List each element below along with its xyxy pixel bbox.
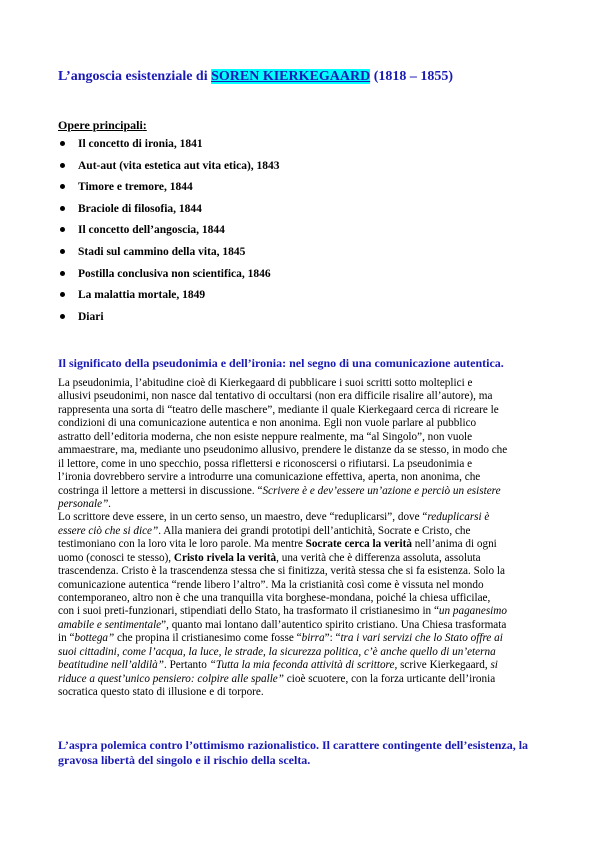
text-run: astratto dell’editoria moderna, che non esiste neppure realmente, ma “al Singolo”, non vuole: [58, 430, 473, 443]
text-run: nell’anima di ogni: [411, 538, 497, 551]
paragraph-line: [58, 485, 542, 498]
paragraph-line: [58, 377, 542, 390]
author-name-highlight[interactable]: SOREN KIERKEGAARD: [211, 69, 371, 84]
text-run: condizioni di una comunicazione autentica e non anonima. Egli non vuole parlare al pubblico: [58, 417, 477, 430]
paragraph-line: [58, 471, 542, 484]
text-run: costringa il lettore a mettersi in discussione. “: [58, 484, 263, 497]
italic-quote: Scrivere è e dev’essere un’azione e perciò un esistere: [262, 484, 501, 497]
list-item: [58, 202, 280, 224]
works-heading-text: Opere principali: [58, 118, 143, 132]
text-run: rappresenta una sorta di “teatro delle maschere”, mediante il quale Kierkegaard cerca di ricreare le: [58, 403, 499, 416]
works-list: [58, 137, 280, 331]
paragraph-line: [58, 605, 542, 618]
paragraph-line: [58, 458, 542, 471]
bullet-icon: [60, 292, 65, 297]
bullet-icon: [60, 271, 65, 276]
text-run: che propina il cristianesimo come fosse “: [114, 632, 302, 645]
list-item: [58, 310, 280, 332]
italic-quote: riduce a quest’unico pensiero: colpire alle spalle”: [58, 672, 284, 685]
paragraph-line: [58, 431, 542, 444]
works-heading-colon: :: [142, 118, 147, 132]
text-run: il lettore, come in uno specchio, possa riflettersi e riconoscersi o rifiutarsi. La pseudonimia e: [58, 457, 473, 470]
text-run: Lo scrittore deve essere, in un certo senso, un maestro, deve “reduplicarsi”, dove “: [58, 511, 428, 524]
paragraph-line: [58, 686, 542, 699]
bullet-icon: [60, 206, 65, 211]
list-item: [58, 245, 280, 267]
paragraph-line: [58, 646, 542, 659]
work-title: Diari: [78, 310, 104, 323]
section-heading-pseudonimia: Il significato della pseudonimia e dell’ironia: nel segno di una comunicazione autentica.: [58, 356, 504, 370]
italic-quote: birra: [301, 632, 325, 645]
italic-quote: si: [490, 659, 498, 672]
work-title: Il concetto di ironia, 1841: [78, 138, 203, 150]
paragraph-line: [58, 552, 542, 565]
paragraph-line: [58, 565, 542, 578]
text-run: testimoniano con la loro vita le loro parole. Ma mentre: [58, 538, 306, 551]
paragraph-line: [58, 525, 542, 538]
paragraph-line: [58, 417, 542, 430]
text-run: . Pertanto: [163, 659, 210, 672]
list-item: [58, 267, 280, 289]
paragraph-line: [58, 592, 542, 605]
italic-quote: un paganesimo: [438, 605, 507, 618]
list-item: [58, 288, 280, 310]
work-title: Il concetto dell’angoscia, 1844: [78, 224, 225, 237]
title-suffix: (1818 – 1855): [370, 69, 454, 84]
text-run: con i suoi preti-funzionari, stipendiati dello Stato, ha trasformato il cristianesimo in “: [58, 605, 439, 618]
paragraph-line: [58, 498, 542, 511]
list-item: [58, 137, 280, 159]
works-heading: [58, 118, 147, 133]
text-run: trascendenza. Cristo è la trascendenza stessa che si finitizza, verità stessa che si fa esistenza. Solo la: [58, 565, 506, 578]
paragraph-line: [58, 390, 542, 403]
text-run: l’ironia dovrebbero servire a introdurre una comunicazione effettiva, aperta, non anonima, che: [58, 471, 481, 484]
list-item: [58, 180, 280, 202]
text-run: socratica questo stato di illusione e di torpore.: [58, 686, 264, 699]
italic-quote: beatitudine nell’aldilà”: [58, 659, 164, 672]
bullet-icon: [60, 184, 65, 189]
paragraph-line: [58, 619, 542, 632]
work-title: Braciole di filosofia, 1844: [78, 202, 202, 215]
text-run: , una verità che è differenza assoluta, assoluta: [276, 551, 481, 564]
work-title: Timore e tremore, 1844: [78, 181, 193, 194]
italic-quote: personale”.: [58, 497, 112, 510]
text-run: ammaestrare, ma, mediante uno pseudonimo allusivo, prendere le distanze da se stesso, in modo che: [58, 444, 508, 457]
text-run: contemporaneo, altro non è che una tranquilla vita borghese-mondana, poiché la chiesa ufficilae,: [58, 592, 491, 604]
list-item: [58, 223, 280, 245]
page-title: [58, 69, 453, 85]
text-run: in “: [58, 632, 75, 645]
italic-quote: “Tutta la mia feconda attività di scrittore,: [209, 659, 398, 672]
list-item: [58, 159, 280, 181]
text-run: scrive Kierkegaard,: [397, 659, 491, 672]
text-run: ”: “: [324, 632, 341, 645]
paragraph-line: [58, 444, 542, 457]
italic-quote: reduplicarsi è: [427, 511, 490, 524]
italic-quote: amabile e sentimentale: [58, 618, 162, 631]
bullet-icon: [60, 227, 65, 232]
text-run: . Alla maniera dei grandi prototipi dell’antichità, Socrate e Cristo, che: [158, 524, 471, 537]
bullet-icon: [60, 314, 65, 319]
paragraph-line: [58, 404, 542, 417]
paragraph-line: [58, 538, 542, 551]
work-title: Aut-aut (vita estetica aut vita etica), 1843: [78, 159, 280, 172]
work-title: Postilla conclusiva non scientifica, 1846: [78, 267, 271, 280]
section-body-pseudonimia: [58, 377, 542, 700]
text-run: uomo (conosci te stesso),: [58, 551, 174, 564]
bold-phrase: Socrate cerca la verità: [305, 538, 412, 551]
italic-quote: suoi cittadini, come l’acqua, la luce, le strade, la sicurezza politica, c’è anche quello di un’eterna: [58, 645, 496, 658]
section-heading-polemica: L’aspra polemica contro l’ottimismo razionalistico. Il carattere contingente dell’esistenza, la gravosa libertà del singolo e il rischio della scelta.: [58, 738, 529, 767]
paragraph-line: [58, 632, 542, 645]
bullet-icon: [60, 141, 65, 146]
italic-quote: tra i vari servizi che lo Stato offre ai: [340, 632, 503, 645]
work-title: La malattia mortale, 1849: [78, 289, 206, 302]
text-run: ”, quanto mai lontano dall’autentico spirito cristiano. Una Chiesa trasformata: [161, 618, 507, 631]
paragraph-line: [58, 511, 542, 524]
paragraph-line: [58, 659, 542, 672]
title-prefix: L’angoscia esistenziale di: [58, 69, 212, 84]
paragraph-line: [58, 579, 542, 592]
italic-quote: bottega”: [74, 632, 115, 645]
work-title: Stadi sul cammino della vita, 1845: [78, 245, 246, 258]
italic-quote: essere ciò che si dice”: [58, 524, 159, 537]
bold-phrase: Cristo rivela la verità: [173, 551, 277, 564]
text-run: comunicazione autentica “rende libero l’altro”. Ma la cristianità così come è vissuta nel mondo: [58, 578, 484, 591]
bullet-icon: [60, 163, 65, 168]
text-run: cioè scuotere, con la forza urticante dell’ironia: [283, 672, 496, 685]
text-run: La pseudonimia, l’abitudine cioè di Kierkegaard di pubblicare i suoi scritti sotto molteplici e: [58, 377, 473, 389]
text-run: allusivi pseudonimi, non nasce dal tentativo di occultarsi (non era difficile risalire all’autore), ma: [58, 390, 493, 403]
bullet-icon: [60, 249, 65, 254]
paragraph-line: [58, 673, 542, 686]
